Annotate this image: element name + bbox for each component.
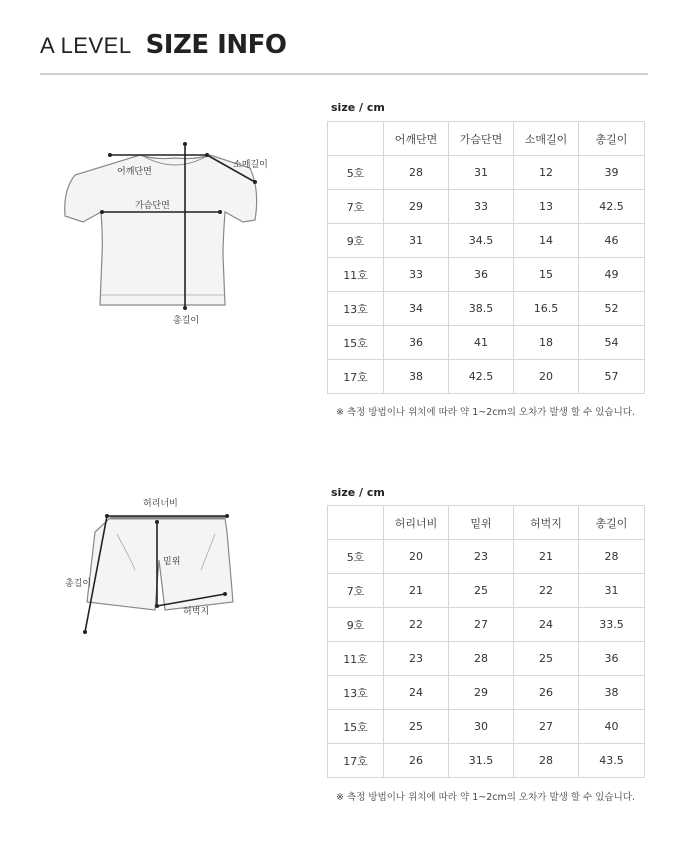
column-header: 허리너비 [384,506,449,540]
bottom-size-table [327,505,645,778]
table-cell: 46 [579,224,645,258]
bottom-measurement-note: ※ 측정 방법이나 위치에 따라 약 1~2cm의 오차가 발생 할 수 있습니다. [336,792,635,803]
table-cell: 25 [384,710,449,744]
table-cell: 21 [514,540,579,574]
table-row [328,156,645,190]
table-cell: 36 [579,642,645,676]
size-cell: 9호 [328,608,384,642]
table-cell: 27 [449,608,514,642]
shorts-illustration [55,490,295,650]
size-cell: 17호 [328,360,384,394]
table-cell: 20 [514,360,579,394]
table-cell: 24 [384,676,449,710]
table-cell: 28 [579,540,645,574]
rise-label: 밑위 [163,557,181,567]
table-header-row [328,122,645,156]
column-header [328,122,384,156]
sleeve-label: 소매길이 [233,160,268,170]
table-cell: 54 [579,326,645,360]
waist-label: 허리너비 [143,499,178,509]
table-row [328,608,645,642]
table-cell: 29 [384,190,449,224]
table-cell: 31 [449,156,514,190]
table-cell: 30 [449,710,514,744]
table-cell: 33.5 [579,608,645,642]
table-cell: 26 [384,744,449,778]
table-row [328,360,645,394]
table-cell: 52 [579,292,645,326]
table-cell: 41 [449,326,514,360]
table-row [328,190,645,224]
table-cell: 36 [384,326,449,360]
table-cell: 22 [514,574,579,608]
size-cell: 5호 [328,540,384,574]
header-divider [40,73,648,75]
table-cell: 14 [514,224,579,258]
page-header [40,30,286,70]
table-cell: 28 [514,744,579,778]
size-cell: 15호 [328,326,384,360]
top-measurement-note: ※ 측정 방법이나 위치에 따라 약 1~2cm의 오차가 발생 할 수 있습니다. [336,407,635,418]
length-label: 총길이 [65,579,92,589]
table-cell: 57 [579,360,645,394]
table-row [328,326,645,360]
table-cell: 38 [384,360,449,394]
table-cell: 33 [384,258,449,292]
tshirt-diagram [55,130,295,330]
column-header: 밑위 [449,506,514,540]
shoulder-label: 어깨단면 [117,167,152,177]
table-cell: 31.5 [449,744,514,778]
table-row [328,258,645,292]
table-cell: 18 [514,326,579,360]
size-cell: 15호 [328,710,384,744]
table-row [328,642,645,676]
table-cell: 23 [384,642,449,676]
table-cell: 28 [384,156,449,190]
size-cell: 13호 [328,676,384,710]
table-cell: 43.5 [579,744,645,778]
size-cell: 11호 [328,258,384,292]
table-cell: 13 [514,190,579,224]
table-cell: 26 [514,676,579,710]
column-header: 가슴단면 [449,122,514,156]
table-cell: 42.5 [579,190,645,224]
table-cell: 22 [384,608,449,642]
table-cell: 34 [384,292,449,326]
table-cell: 40 [579,710,645,744]
table-cell: 49 [579,258,645,292]
size-cell: 11호 [328,642,384,676]
table-row [328,676,645,710]
table-cell: 28 [449,642,514,676]
size-cell: 9호 [328,224,384,258]
table-cell: 42.5 [449,360,514,394]
table-cell: 34.5 [449,224,514,258]
table-row [328,224,645,258]
table-cell: 31 [579,574,645,608]
top-unit-label: size / cm [331,101,385,114]
table-cell: 36 [449,258,514,292]
table-cell: 31 [384,224,449,258]
size-cell: 5호 [328,156,384,190]
top-size-table [327,121,645,394]
table-cell: 39 [579,156,645,190]
table-row [328,540,645,574]
length-label: 총길이 [173,316,200,326]
tshirt-outline [65,155,257,305]
chest-label: 가슴단면 [135,201,170,211]
tshirt-illustration [55,130,295,330]
table-cell: 33 [449,190,514,224]
table-cell: 29 [449,676,514,710]
table-cell: 25 [449,574,514,608]
size-cell: 17호 [328,744,384,778]
table-cell: 23 [449,540,514,574]
table-row [328,574,645,608]
column-header: 소매길이 [514,122,579,156]
table-cell: 21 [384,574,449,608]
table-cell: 12 [514,156,579,190]
column-header: 총길이 [579,506,645,540]
bottom-unit-label: size / cm [331,486,385,499]
table-cell: 20 [384,540,449,574]
table-cell: 38 [579,676,645,710]
table-cell: 24 [514,608,579,642]
thigh-label: 허벅지 [183,607,210,617]
table-row [328,744,645,778]
column-header: 총길이 [579,122,645,156]
brand-name: A LEVEL [40,33,132,58]
table-cell: 27 [514,710,579,744]
table-cell: 16.5 [514,292,579,326]
table-cell: 15 [514,258,579,292]
table-header-row [328,506,645,540]
size-cell: 7호 [328,190,384,224]
table-cell: 38.5 [449,292,514,326]
table-row [328,710,645,744]
column-header: 어깨단면 [384,122,449,156]
shorts-diagram [55,490,295,650]
column-header: 허벅지 [514,506,579,540]
size-cell: 7호 [328,574,384,608]
table-row [328,292,645,326]
size-cell: 13호 [328,292,384,326]
page-title: SIZE INFO [145,30,287,60]
column-header [328,506,384,540]
table-cell: 25 [514,642,579,676]
